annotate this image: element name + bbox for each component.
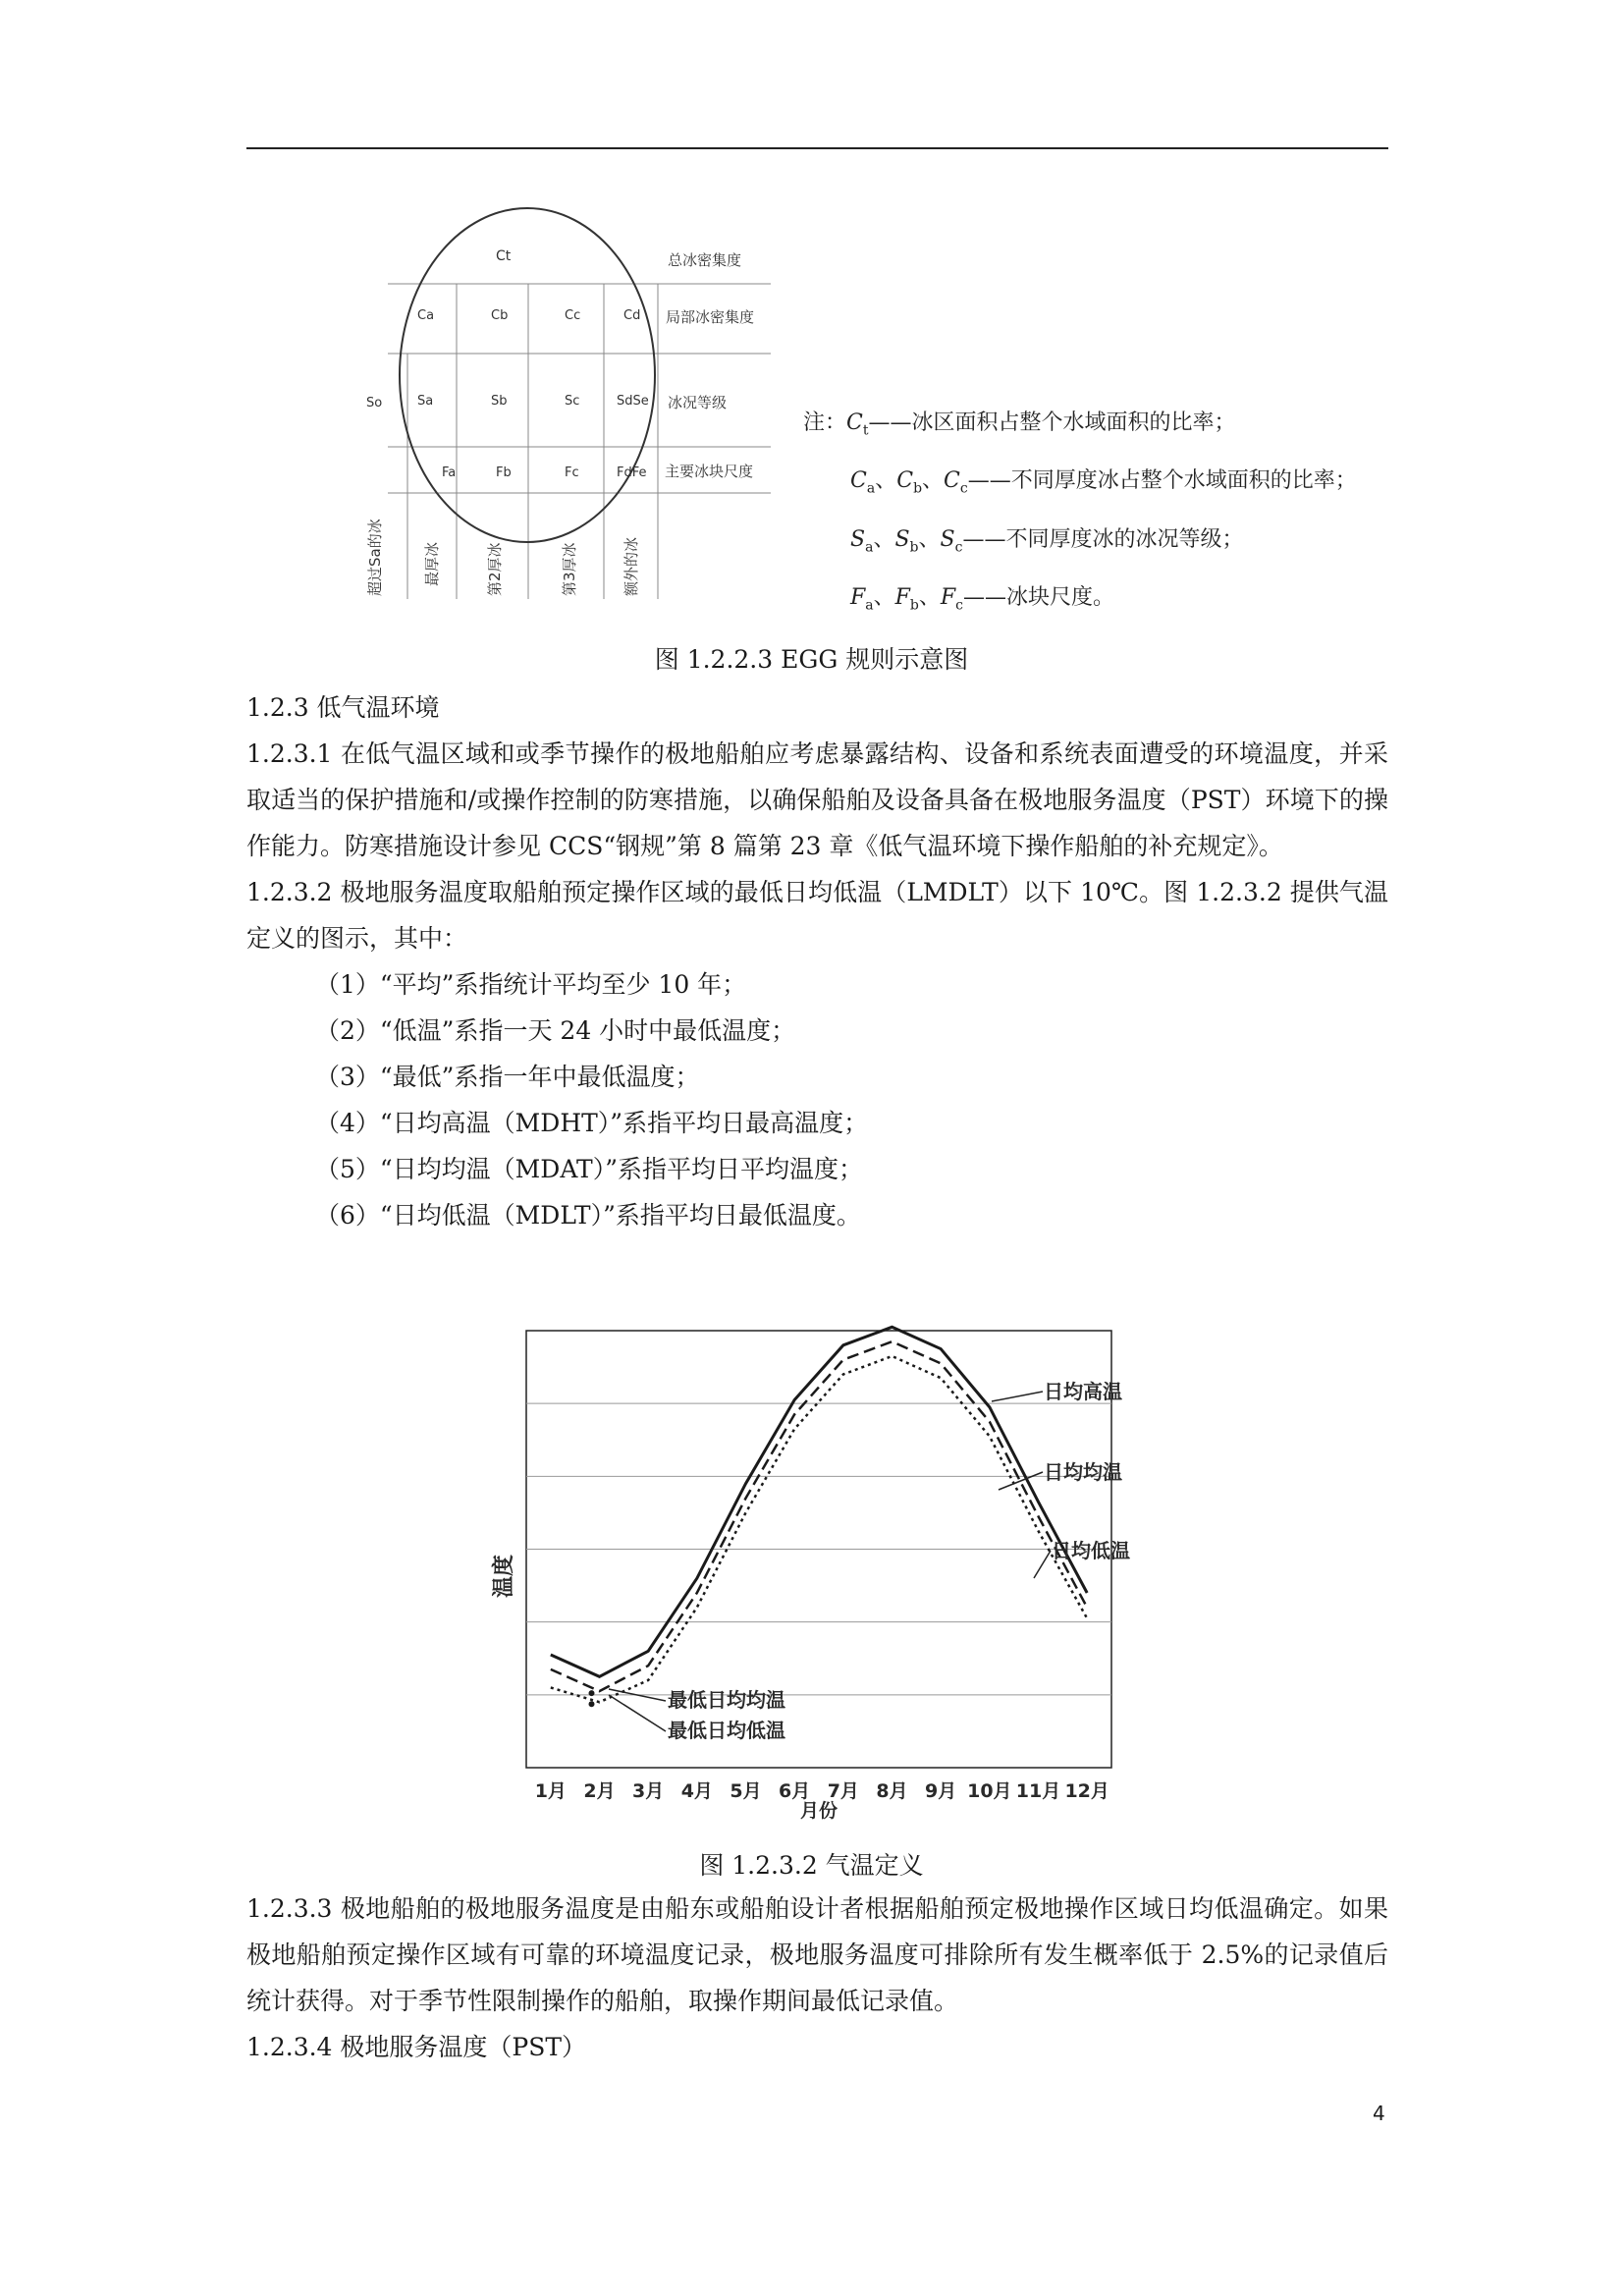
col-label-4: 额外的冰 — [622, 536, 640, 596]
annotation-avg: 日均均温 — [1044, 1460, 1122, 1484]
paragraph-1-2-3-2: 1.2.3.2 极地服务温度取船舶预定操作区域的最低日均低温（LMDLT）以下 10℃。图 1.2.3.2 提供气温定义的图示，其中： — [246, 878, 1388, 953]
x-tick-label: 7月 — [827, 1780, 859, 1802]
annotation-min-avg: 最低日均均温 — [668, 1688, 785, 1712]
annotation-low: 日均低温 — [1052, 1539, 1130, 1562]
col-label-2: 第2厚冰 — [486, 542, 504, 596]
list-item: （2）“低温”系指一天 24 小时中最低温度； — [315, 1016, 796, 1045]
note-line-4: $F_a$、$F_b$、$F_c——$冰块尺度。 — [850, 585, 1115, 614]
cell-fdfe: FdFe — [617, 465, 647, 480]
section-heading: 1.2.3 低气温环境 — [246, 693, 440, 722]
x-axis-label: 月份 — [799, 1800, 839, 1822]
paragraph-1-2-3-3: 1.2.3.3 极地船舶的极地服务温度是由船东或船舶设计者根据船舶预定极地操作区域日均低温确定。如果极地船舶预定操作区域有可靠的环境温度记录，极地服务温度可排除所有发生概率低于 2.5%的记录值后统计获得。对于季节性限制操作的船舶，取操作期间最低记录值。 — [246, 1894, 1388, 2015]
y-axis-label: 温度 — [492, 1554, 516, 1599]
x-tick-label: 10月 — [967, 1780, 1012, 1802]
cell-sc: Sc — [565, 394, 580, 409]
list-item: （5）“日均均温（MDAT）”系指平均日平均温度； — [315, 1155, 863, 1183]
x-tick-label: 12月 — [1064, 1780, 1109, 1802]
note-line-2: $C_a$、$C_b$、$C_c——$不同厚度冰占整个水域面积的比率； — [850, 468, 1357, 497]
egg-diagram — [366, 208, 771, 599]
note-line-1: 注：$C_t——$冰区面积占整个水域面积的比率； — [803, 410, 1236, 439]
header-rule — [246, 147, 1388, 149]
x-tick-label: 6月 — [779, 1780, 811, 1802]
list-item: （1）“平均”系指统计平均至少 10 年； — [315, 970, 747, 999]
row-label-status: 冰况等级 — [668, 394, 728, 411]
x-tick-label: 2月 — [583, 1780, 616, 1802]
cell-cd: Cd — [623, 308, 641, 323]
temperature-chart-svg — [481, 1321, 1129, 1831]
cell-sb: Sb — [491, 394, 508, 409]
row-label-total: 总冰密集度 — [668, 251, 742, 269]
cell-cc: Cc — [565, 308, 581, 323]
x-tick-label: 4月 — [680, 1780, 713, 1802]
cell-ca: Ca — [417, 308, 435, 323]
x-tick-label: 5月 — [730, 1780, 762, 1802]
paragraph-1-2-3-4: 1.2.3.4 极地服务温度（PST） — [246, 2033, 587, 2061]
row-label-size: 主要冰块尺度 — [665, 463, 754, 480]
paragraph-1-2-3-1: 1.2.3.1 在低气温区域和或季节操作的极地船舶应考虑暴露结构、设备和系统表面遭受的环境温度，并采取适当的保护措施和/或操作控制的防寒措施，以确保船舶及设备具备在极地服务温度（PST）环境下的操作能力。防寒措施设计参见 CCS“钢规”第 8 篇第 23 章《低气温环境下操作船舶的补充规定》。 — [246, 739, 1388, 860]
list-item: （4）“日均高温（MDHT）”系指平均日最高温度； — [315, 1109, 869, 1137]
figure-note — [803, 398, 1357, 631]
cell-sa: Sa — [417, 394, 434, 409]
annotation-min-low: 最低日均低温 — [668, 1719, 785, 1742]
cell-fc: Fc — [565, 465, 579, 480]
ct-label: Ct — [496, 248, 512, 264]
cell-cb: Cb — [491, 308, 509, 323]
cell-fa: Fa — [442, 465, 457, 480]
cell-fb: Fb — [496, 465, 512, 480]
cell-so: So — [366, 396, 383, 410]
list-item: （3）“最低”系指一年中最低温度； — [315, 1063, 700, 1091]
temperature-chart — [481, 1321, 1129, 1831]
x-tick-label: 8月 — [876, 1780, 908, 1802]
minimum-marker — [589, 1690, 595, 1696]
section-text-bottom — [246, 1886, 1388, 2070]
row-label-partial: 局部冰密集度 — [666, 308, 755, 326]
ct-ellipse — [400, 208, 655, 542]
x-tick-label: 11月 — [1015, 1780, 1061, 1802]
egg-diagram-svg — [366, 208, 771, 599]
figure1-caption: 图 1.2.2.3 EGG 规则示意图 — [654, 645, 969, 674]
minimum-marker — [589, 1701, 595, 1707]
col-label-3: 第3厚冰 — [561, 542, 578, 596]
note-line-3: $S_a$、$S_b$、$S_c——$不同厚度冰的冰况等级； — [850, 526, 1244, 556]
figure2-caption: 图 1.2.3.2 气温定义 — [699, 1851, 924, 1880]
x-tick-label: 9月 — [925, 1780, 957, 1802]
x-tick-label: 1月 — [534, 1780, 567, 1802]
page-number: 4 — [1373, 2102, 1385, 2125]
section-text-top — [246, 684, 1388, 1238]
col-label-1: 最厚冰 — [423, 541, 441, 586]
annotation-high: 日均高温 — [1044, 1380, 1122, 1403]
cell-sdse: SdSe — [617, 394, 649, 409]
col-label-0: 超过Sa的冰 — [366, 519, 384, 596]
x-tick-label: 3月 — [632, 1780, 665, 1802]
list-item: （6）“日均低温（MDLT）”系指平均日最低温度。 — [315, 1201, 861, 1230]
